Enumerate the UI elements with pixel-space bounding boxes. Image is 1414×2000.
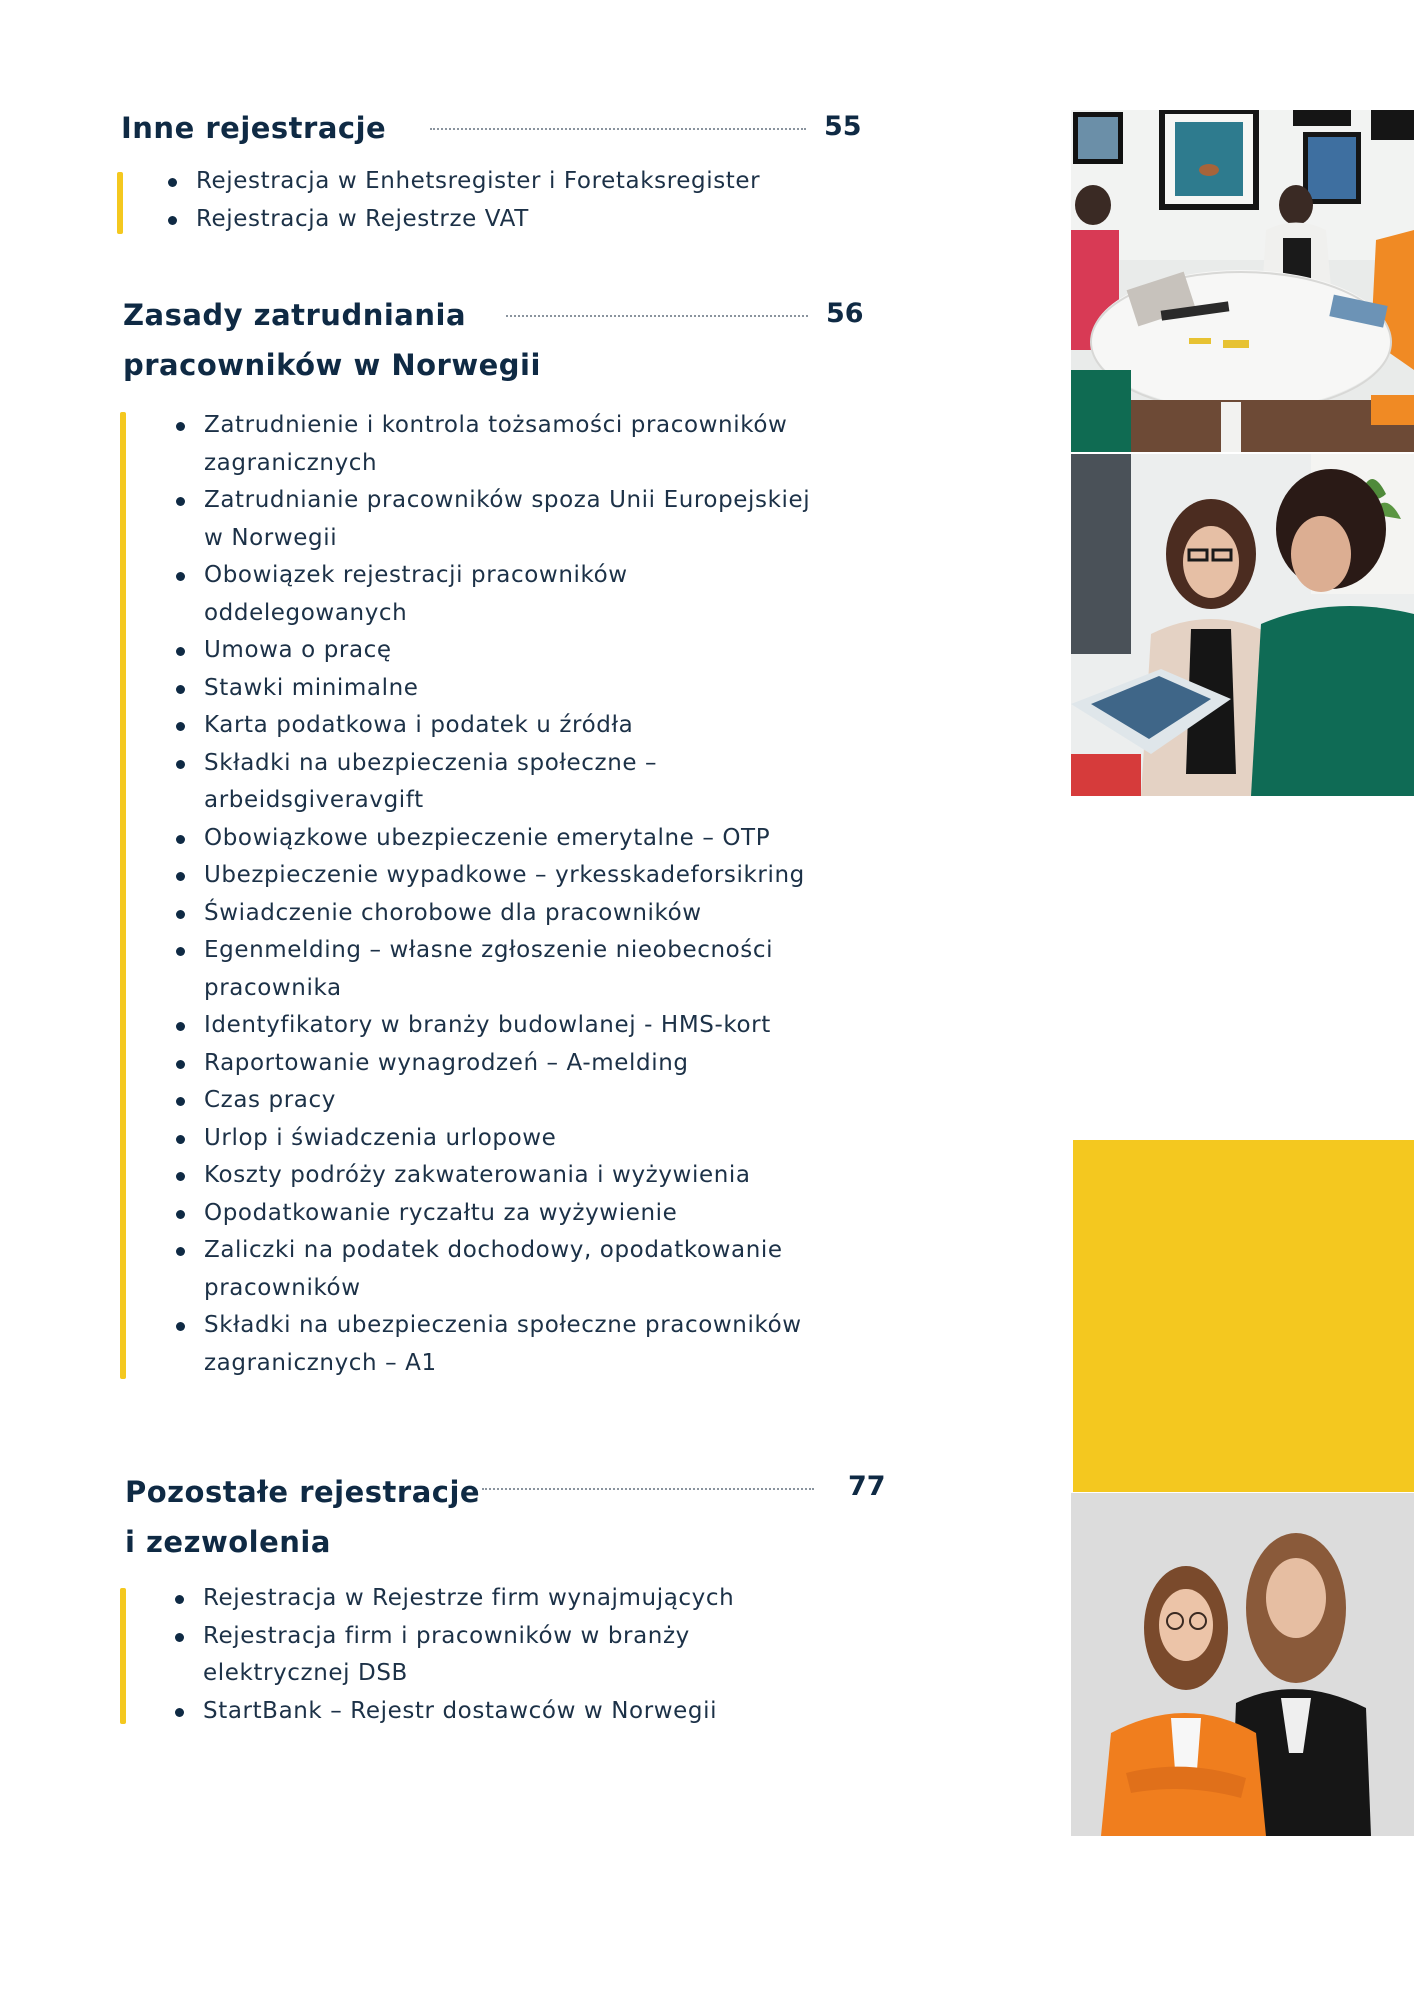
item-list: [172, 407, 932, 1382]
team-meeting-photo: [1071, 110, 1414, 452]
section-title-inne-rejestracje: Inne rejestracje: [121, 111, 387, 145]
list-item: Rejestracja w Enhetsregister i Foretaksregister: [164, 163, 904, 201]
list-item: Zatrudnienie i kontrola tożsamości pracowników zagranicznych: [172, 407, 932, 482]
list-item: Czas pracy: [172, 1082, 932, 1120]
list-item: Składki na ubezpieczenia społeczne pracowników zagranicznych – A1: [172, 1307, 932, 1382]
section-title-pozostale-rejestracje: Pozostałe rejestracje i zezwolenia: [125, 1475, 481, 1559]
section-title-zasady-zatrudniania: Zasady zatrudniania pracowników w Norwegii: [123, 298, 541, 382]
list-item: Świadczenie chorobowe dla pracowników: [172, 895, 932, 933]
list-item: Urlop i świadczenia urlopowe: [172, 1120, 932, 1158]
two-women-reading-brochure-photo: [1071, 454, 1414, 796]
accent-bar: [120, 1588, 126, 1724]
list-item: Obowiązek rejestracji pracowników oddelegowanych: [172, 557, 932, 632]
list-item: Ubezpieczenie wypadkowe – yrkesskadeforsikring: [172, 857, 932, 895]
dotted-leader: [430, 128, 806, 130]
list-item: Koszty podróży zakwaterowania i wyżywienia: [172, 1157, 932, 1195]
dotted-leader: [482, 1488, 814, 1490]
list-item: Raportowanie wynagrodzeń – A-melding: [172, 1045, 932, 1083]
list-item: Rejestracja firm i pracowników w branży elektrycznej DSB: [171, 1618, 911, 1693]
brochure-illustration: [1071, 454, 1414, 796]
yellow-accent-block: [1073, 1140, 1414, 1492]
list-item: Obowiązkowe ubezpieczenie emerytalne – OTP: [172, 820, 932, 858]
list-item: Umowa o pracę: [172, 632, 932, 670]
page-number[interactable]: 77: [848, 1471, 886, 1502]
list-item: Rejestracja w Rejestrze VAT: [164, 201, 904, 239]
accent-bar: [120, 412, 126, 1379]
page-number[interactable]: 55: [824, 111, 862, 142]
two-women-portrait-photo: [1071, 1493, 1414, 1836]
list-item: Identyfikatory w branży budowlanej - HMS-kort: [172, 1007, 932, 1045]
dotted-leader: [506, 315, 808, 317]
list-item: Karta podatkowa i podatek u źródła: [172, 707, 932, 745]
portrait-illustration: [1071, 1493, 1414, 1836]
list-item: StartBank – Rejestr dostawców w Norwegii: [171, 1693, 911, 1731]
list-item: Zatrudnianie pracowników spoza Unii Europejskiej w Norwegii: [172, 482, 932, 557]
item-list: [164, 163, 904, 238]
list-item: Rejestracja w Rejestrze firm wynajmujących: [171, 1580, 911, 1618]
list-item: Stawki minimalne: [172, 670, 932, 708]
page-number[interactable]: 56: [826, 298, 864, 329]
team-meeting-illustration: [1071, 110, 1414, 452]
list-item: Składki na ubezpieczenia społeczne – arbeidsgiveravgift: [172, 745, 932, 820]
list-item: Egenmelding – własne zgłoszenie nieobecności pracownika: [172, 932, 932, 1007]
list-item: Zaliczki na podatek dochodowy, opodatkowanie pracowników: [172, 1232, 932, 1307]
item-list: [171, 1580, 911, 1730]
list-item: Opodatkowanie ryczałtu za wyżywienie: [172, 1195, 932, 1233]
accent-bar: [117, 172, 123, 234]
